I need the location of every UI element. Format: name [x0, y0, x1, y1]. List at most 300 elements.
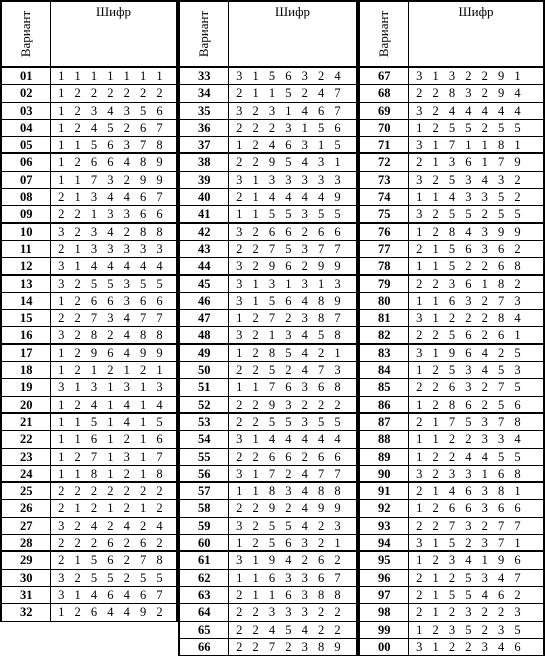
table-row — [178, 293, 358, 310]
table-row — [0, 327, 178, 344]
code-digits: 2 1 5 6 2 7 8 — [51, 552, 178, 568]
code-digits: 3 2 5 5 2 5 5 — [51, 570, 178, 586]
variant-header-label: Вариант — [196, 10, 211, 58]
table-row — [358, 518, 545, 535]
table-row — [0, 466, 178, 483]
variant-number: 00 — [358, 639, 409, 655]
table-row — [358, 604, 545, 621]
table-row — [0, 362, 178, 379]
variant-number: 75 — [358, 206, 409, 221]
code-digits: 3 2 3 3 1 6 8 — [409, 466, 545, 481]
variant-number: 76 — [358, 224, 409, 240]
code-digits: 1 1 5 6 3 7 8 — [51, 137, 178, 152]
code-digits: 2 1 1 6 3 8 8 — [229, 587, 358, 603]
table-row — [178, 103, 358, 120]
table-row — [358, 466, 545, 483]
variant-number: 85 — [358, 379, 409, 395]
column-header — [0, 0, 178, 68]
table-row — [0, 518, 178, 535]
variant-number: 73 — [358, 172, 409, 188]
variant-number: 39 — [178, 172, 229, 188]
variant-number: 59 — [178, 518, 229, 534]
table-row — [178, 552, 358, 569]
table-row — [0, 431, 178, 448]
table-row — [178, 397, 358, 414]
code-digits: 3 2 4 2 4 2 4 — [51, 518, 178, 534]
code-digits: 3 1 3 1 3 1 3 — [229, 276, 358, 292]
code-digits: 2 1 1 5 2 4 7 — [229, 85, 358, 101]
code-digits: 1 2 6 6 4 8 9 — [51, 154, 178, 170]
table-row — [0, 206, 178, 223]
code-digits: 1 1 7 6 3 6 8 — [229, 379, 358, 395]
table-row — [358, 154, 545, 171]
variant-number: 41 — [178, 206, 229, 221]
code-digits: 1 2 1 2 1 2 1 — [51, 362, 178, 378]
code-digits: 3 2 5 5 2 5 5 — [409, 206, 545, 221]
code-digits: 1 1 7 3 2 9 9 — [51, 172, 178, 188]
code-digits: 3 1 3 3 3 3 3 — [229, 172, 358, 188]
variant-number: 31 — [0, 587, 51, 603]
table-row — [178, 604, 358, 621]
variant-number: 55 — [178, 449, 229, 465]
code-digits: 1 2 7 1 3 1 7 — [51, 449, 178, 465]
variant-number: 46 — [178, 293, 229, 309]
variant-number: 92 — [358, 500, 409, 516]
table-row — [178, 327, 358, 344]
code-digits: 3 1 2 2 2 8 4 — [409, 310, 545, 326]
table-row — [358, 258, 545, 275]
code-digits: 1 2 8 6 2 5 6 — [409, 397, 545, 412]
variant-number: 54 — [178, 431, 229, 447]
code-digits: 2 2 7 3 4 7 7 — [51, 310, 178, 326]
code-digits: 1 2 4 6 3 1 5 — [229, 137, 358, 152]
column-header — [358, 0, 545, 68]
variant-number: 88 — [358, 431, 409, 447]
table-row — [178, 189, 358, 206]
variant-number: 78 — [358, 258, 409, 273]
table-row — [358, 189, 545, 206]
code-digits: 2 2 6 6 2 6 6 — [229, 449, 358, 465]
table-row — [178, 587, 358, 604]
variant-number: 29 — [0, 552, 51, 568]
variant-number: 83 — [358, 345, 409, 361]
variant-number: 27 — [0, 518, 51, 534]
code-digits: 1 1 6 3 3 6 7 — [229, 570, 358, 586]
code-digits: 3 1 7 1 1 8 1 — [409, 137, 545, 152]
variant-number: 13 — [0, 276, 51, 292]
table-column-group — [178, 0, 358, 656]
code-digits: 1 2 8 5 4 2 1 — [229, 345, 358, 361]
code-digits: 3 2 8 2 4 8 8 — [51, 327, 178, 342]
variant-number: 20 — [0, 397, 51, 412]
table-row — [358, 431, 545, 448]
variant-number: 32 — [0, 604, 51, 620]
code-digits: 1 1 1 1 1 1 1 — [51, 68, 178, 84]
table-row — [0, 500, 178, 517]
table-row — [178, 466, 358, 483]
variant-number: 94 — [358, 535, 409, 550]
code-digits: 1 1 8 1 2 1 8 — [51, 466, 178, 481]
variant-number: 57 — [178, 483, 229, 499]
table-row — [358, 327, 545, 344]
code-digits: 3 1 2 2 3 4 6 — [409, 639, 545, 655]
table-row — [178, 68, 358, 85]
code-digits: 2 2 2 3 1 5 6 — [229, 120, 358, 136]
variant-number: 71 — [358, 137, 409, 152]
table-row — [0, 345, 178, 362]
code-digits: 3 1 3 2 2 9 1 — [409, 68, 545, 84]
table-row — [178, 535, 358, 552]
code-digits: 1 2 5 3 4 5 3 — [409, 362, 545, 378]
table-row — [358, 310, 545, 327]
table-row — [0, 535, 178, 552]
table-row — [178, 137, 358, 154]
code-header-label: Шифр — [51, 2, 178, 66]
code-digits: 3 2 1 3 4 5 8 — [229, 327, 358, 342]
variant-number: 84 — [358, 362, 409, 378]
table-row — [0, 587, 178, 604]
variant-number: 19 — [0, 379, 51, 395]
variant-number: 04 — [0, 120, 51, 136]
variant-number: 01 — [0, 68, 51, 84]
variant-number: 51 — [178, 379, 229, 395]
code-digits: 2 1 3 4 4 6 7 — [51, 189, 178, 205]
variant-number: 79 — [358, 276, 409, 292]
table-row — [0, 414, 178, 431]
code-digits: 3 1 9 4 2 6 2 — [229, 552, 358, 568]
code-digits: 1 2 8 4 3 9 9 — [409, 224, 545, 240]
variant-header — [178, 2, 229, 66]
code-digits: 2 2 5 6 2 6 1 — [409, 327, 545, 342]
variant-number: 91 — [358, 483, 409, 499]
table-row — [358, 68, 545, 85]
table-row — [178, 206, 358, 223]
variant-number: 18 — [0, 362, 51, 378]
variant-number: 11 — [0, 241, 51, 257]
variant-number: 67 — [358, 68, 409, 84]
table-row — [178, 224, 358, 241]
code-digits: 1 2 6 6 3 6 6 — [51, 293, 178, 309]
code-digits: 3 1 5 2 3 7 1 — [409, 535, 545, 550]
table-row — [178, 483, 358, 500]
variant-number: 35 — [178, 103, 229, 119]
table-row — [0, 449, 178, 466]
variant-number: 16 — [0, 327, 51, 342]
code-digits: 1 1 6 3 2 7 3 — [409, 293, 545, 309]
code-digits: 2 2 8 3 2 9 4 — [409, 85, 545, 101]
code-digits: 3 2 3 4 2 8 8 — [51, 224, 178, 240]
code-digits: 1 1 4 3 3 5 2 — [409, 189, 545, 205]
table-column-group — [0, 0, 178, 622]
variant-number: 82 — [358, 327, 409, 342]
variant-number: 42 — [178, 224, 229, 240]
table-row — [358, 535, 545, 552]
variant-number: 72 — [358, 154, 409, 170]
variant-number: 25 — [0, 483, 51, 499]
code-digits: 2 2 5 5 3 5 5 — [229, 414, 358, 430]
table-row — [178, 310, 358, 327]
table-row — [358, 293, 545, 310]
table-row — [178, 172, 358, 189]
code-digits: 1 2 7 2 3 8 7 — [229, 310, 358, 326]
variant-number: 12 — [0, 258, 51, 273]
variant-number: 87 — [358, 414, 409, 430]
code-digits: 2 2 2 6 2 6 2 — [51, 535, 178, 550]
table-row — [358, 137, 545, 154]
code-digits: 2 2 1 3 3 6 6 — [51, 206, 178, 221]
variant-number: 30 — [0, 570, 51, 586]
table-row — [178, 85, 358, 102]
table-row — [0, 85, 178, 102]
code-digits: 1 1 2 2 3 3 4 — [409, 431, 545, 447]
variant-number: 48 — [178, 327, 229, 342]
table-row — [178, 120, 358, 137]
code-digits: 2 1 3 3 3 3 3 — [51, 241, 178, 257]
variant-number: 38 — [178, 154, 229, 170]
variant-number: 28 — [0, 535, 51, 550]
variant-number: 95 — [358, 552, 409, 568]
code-digits: 1 1 5 1 4 1 5 — [51, 414, 178, 430]
variant-number: 90 — [358, 466, 409, 481]
code-digits: 3 2 5 5 3 5 5 — [51, 276, 178, 292]
variant-number: 10 — [0, 224, 51, 240]
variant-number: 56 — [178, 466, 229, 481]
table-row — [0, 483, 178, 500]
variant-number: 15 — [0, 310, 51, 326]
table-row — [358, 206, 545, 223]
variant-number: 34 — [178, 85, 229, 101]
table-row — [0, 570, 178, 587]
code-digits: 1 2 3 4 1 9 6 — [409, 552, 545, 568]
variant-number: 99 — [358, 622, 409, 638]
code-digits: 2 2 3 6 1 8 2 — [409, 276, 545, 292]
table-row — [178, 258, 358, 275]
variant-number: 40 — [178, 189, 229, 205]
variant-number: 05 — [0, 137, 51, 152]
table-row — [0, 276, 178, 293]
table-row — [0, 552, 178, 569]
table-row — [358, 639, 545, 656]
code-digits: 2 1 2 5 3 4 7 — [409, 570, 545, 586]
table-row — [358, 622, 545, 639]
variant-number: 45 — [178, 276, 229, 292]
variant-number: 37 — [178, 137, 229, 152]
table-row — [0, 68, 178, 85]
table-row — [358, 103, 545, 120]
variant-number: 09 — [0, 206, 51, 221]
table-row — [0, 189, 178, 206]
variant-number: 53 — [178, 414, 229, 430]
table-row — [178, 379, 358, 396]
variant-number: 02 — [0, 85, 51, 101]
table-row — [178, 622, 358, 639]
table-row — [358, 276, 545, 293]
code-digits: 1 2 3 5 2 3 5 — [409, 622, 545, 638]
table-row — [178, 154, 358, 171]
code-digits: 3 1 7 2 4 7 7 — [229, 466, 358, 481]
code-digits: 1 2 4 1 4 1 4 — [51, 397, 178, 412]
code-digits: 1 1 8 3 4 8 8 — [229, 483, 358, 499]
table-row — [358, 587, 545, 604]
code-digits: 3 2 5 5 4 2 3 — [229, 518, 358, 534]
variant-number: 26 — [0, 500, 51, 516]
code-digits: 2 1 3 6 1 7 9 — [409, 154, 545, 170]
variant-header-label: Вариант — [18, 10, 33, 58]
variant-header — [0, 2, 51, 66]
table-row — [0, 604, 178, 621]
variant-number: 33 — [178, 68, 229, 84]
variant-number: 43 — [178, 241, 229, 257]
variant-number: 44 — [178, 258, 229, 273]
variant-number: 61 — [178, 552, 229, 568]
variant-number: 74 — [358, 189, 409, 205]
variant-header — [358, 2, 409, 66]
code-digits: 3 1 5 6 4 8 9 — [229, 293, 358, 309]
variant-number: 64 — [178, 604, 229, 620]
table-row — [358, 414, 545, 431]
variant-number: 66 — [178, 639, 229, 655]
code-digits: 1 2 4 5 2 6 7 — [51, 120, 178, 136]
table-row — [0, 120, 178, 137]
variant-number: 77 — [358, 241, 409, 257]
variant-header-label: Вариант — [376, 10, 391, 58]
code-digits: 3 2 4 4 4 4 4 — [409, 103, 545, 119]
code-header-label: Шифр — [409, 2, 545, 66]
table-row — [178, 241, 358, 258]
table-row — [0, 241, 178, 258]
code-digits: 1 2 6 4 4 9 2 — [51, 604, 178, 620]
code-digits: 1 2 2 2 2 2 2 — [51, 85, 178, 101]
variant-number: 23 — [0, 449, 51, 465]
table-row — [178, 449, 358, 466]
variant-number: 80 — [358, 293, 409, 309]
variant-number: 93 — [358, 518, 409, 534]
code-digits: 3 1 4 6 4 6 7 — [51, 587, 178, 603]
variant-number: 17 — [0, 345, 51, 361]
table-row — [0, 137, 178, 154]
code-digits: 3 2 9 6 2 9 9 — [229, 258, 358, 273]
variant-number: 14 — [0, 293, 51, 309]
table-row — [178, 362, 358, 379]
code-digits: 2 2 5 2 4 7 3 — [229, 362, 358, 378]
code-digits: 3 1 5 6 3 2 4 — [229, 68, 358, 84]
code-digits: 2 2 9 2 4 9 9 — [229, 500, 358, 516]
variant-number: 60 — [178, 535, 229, 550]
variant-number: 97 — [358, 587, 409, 603]
table-row — [358, 120, 545, 137]
table-row — [358, 397, 545, 414]
code-digits: 2 1 4 4 4 4 9 — [229, 189, 358, 205]
table-row — [358, 379, 545, 396]
code-digits: 2 2 9 3 2 2 2 — [229, 397, 358, 412]
code-digits: 2 2 2 2 2 2 2 — [51, 483, 178, 499]
variant-number: 06 — [0, 154, 51, 170]
table-row — [358, 362, 545, 379]
table-row — [178, 276, 358, 293]
code-digits: 3 2 5 3 4 3 2 — [409, 172, 545, 188]
variant-number: 21 — [0, 414, 51, 430]
variant-number: 63 — [178, 587, 229, 603]
variant-number: 49 — [178, 345, 229, 361]
variant-number: 81 — [358, 310, 409, 326]
table-row — [0, 310, 178, 327]
code-digits: 3 2 3 1 4 6 7 — [229, 103, 358, 119]
code-digits: 3 1 4 4 4 4 4 — [229, 431, 358, 447]
table-row — [178, 518, 358, 535]
code-digits: 2 1 7 5 3 7 8 — [409, 414, 545, 430]
code-digits: 1 1 5 5 3 5 5 — [229, 206, 358, 221]
code-digits: 1 2 9 6 4 9 9 — [51, 345, 178, 361]
variant-number: 58 — [178, 500, 229, 516]
code-digits: 3 2 6 6 2 6 6 — [229, 224, 358, 240]
variant-number: 69 — [358, 103, 409, 119]
table-row — [358, 449, 545, 466]
code-digits: 2 1 5 5 4 6 2 — [409, 587, 545, 603]
code-digits: 2 2 4 5 4 2 2 — [229, 622, 358, 638]
code-header-label: Шифр — [229, 2, 358, 66]
table-row — [358, 172, 545, 189]
table-column-group — [358, 0, 545, 656]
table-row — [178, 431, 358, 448]
code-digits: 1 2 5 6 3 2 1 — [229, 535, 358, 550]
code-digits: 3 1 3 1 3 1 3 — [51, 379, 178, 395]
code-digits: 2 2 6 3 2 7 5 — [409, 379, 545, 395]
table-row — [358, 345, 545, 362]
code-digits: 3 1 9 6 4 2 5 — [409, 345, 545, 361]
table-row — [178, 500, 358, 517]
column-header — [178, 0, 358, 68]
table-row — [358, 85, 545, 102]
table-row — [178, 570, 358, 587]
variant-number: 07 — [0, 172, 51, 188]
code-digits: 2 2 3 3 3 2 2 — [229, 604, 358, 620]
table-row — [358, 552, 545, 569]
variant-number: 50 — [178, 362, 229, 378]
variant-number: 89 — [358, 449, 409, 465]
code-digits: 2 1 2 1 2 1 2 — [51, 500, 178, 516]
variant-number: 03 — [0, 103, 51, 119]
table-row — [0, 258, 178, 275]
code-digits: 1 1 5 2 2 6 8 — [409, 258, 545, 273]
table-row — [0, 154, 178, 171]
variant-number: 86 — [358, 397, 409, 412]
variant-number: 08 — [0, 189, 51, 205]
table-row — [358, 241, 545, 258]
code-digits: 2 2 7 5 3 7 7 — [229, 241, 358, 257]
variant-number: 24 — [0, 466, 51, 481]
table-row — [0, 172, 178, 189]
code-digits: 2 2 7 3 2 7 7 — [409, 518, 545, 534]
variant-number: 98 — [358, 604, 409, 620]
code-digits: 2 2 7 2 3 8 9 — [229, 639, 358, 655]
table-row — [0, 293, 178, 310]
table-row — [178, 639, 358, 656]
variant-number: 96 — [358, 570, 409, 586]
table-row — [0, 224, 178, 241]
table-row — [358, 224, 545, 241]
code-digits: 2 1 4 6 3 8 1 — [409, 483, 545, 499]
table-row — [0, 397, 178, 414]
code-digits: 1 1 6 1 2 1 6 — [51, 431, 178, 447]
variant-number: 22 — [0, 431, 51, 447]
variant-number: 47 — [178, 310, 229, 326]
table-row — [358, 500, 545, 517]
code-digits: 2 1 2 3 2 2 3 — [409, 604, 545, 620]
code-digits: 1 2 6 6 3 6 6 — [409, 500, 545, 516]
variant-number: 52 — [178, 397, 229, 412]
code-digits: 3 1 4 4 4 4 4 — [51, 258, 178, 273]
code-digits: 1 2 5 5 2 5 5 — [409, 120, 545, 136]
